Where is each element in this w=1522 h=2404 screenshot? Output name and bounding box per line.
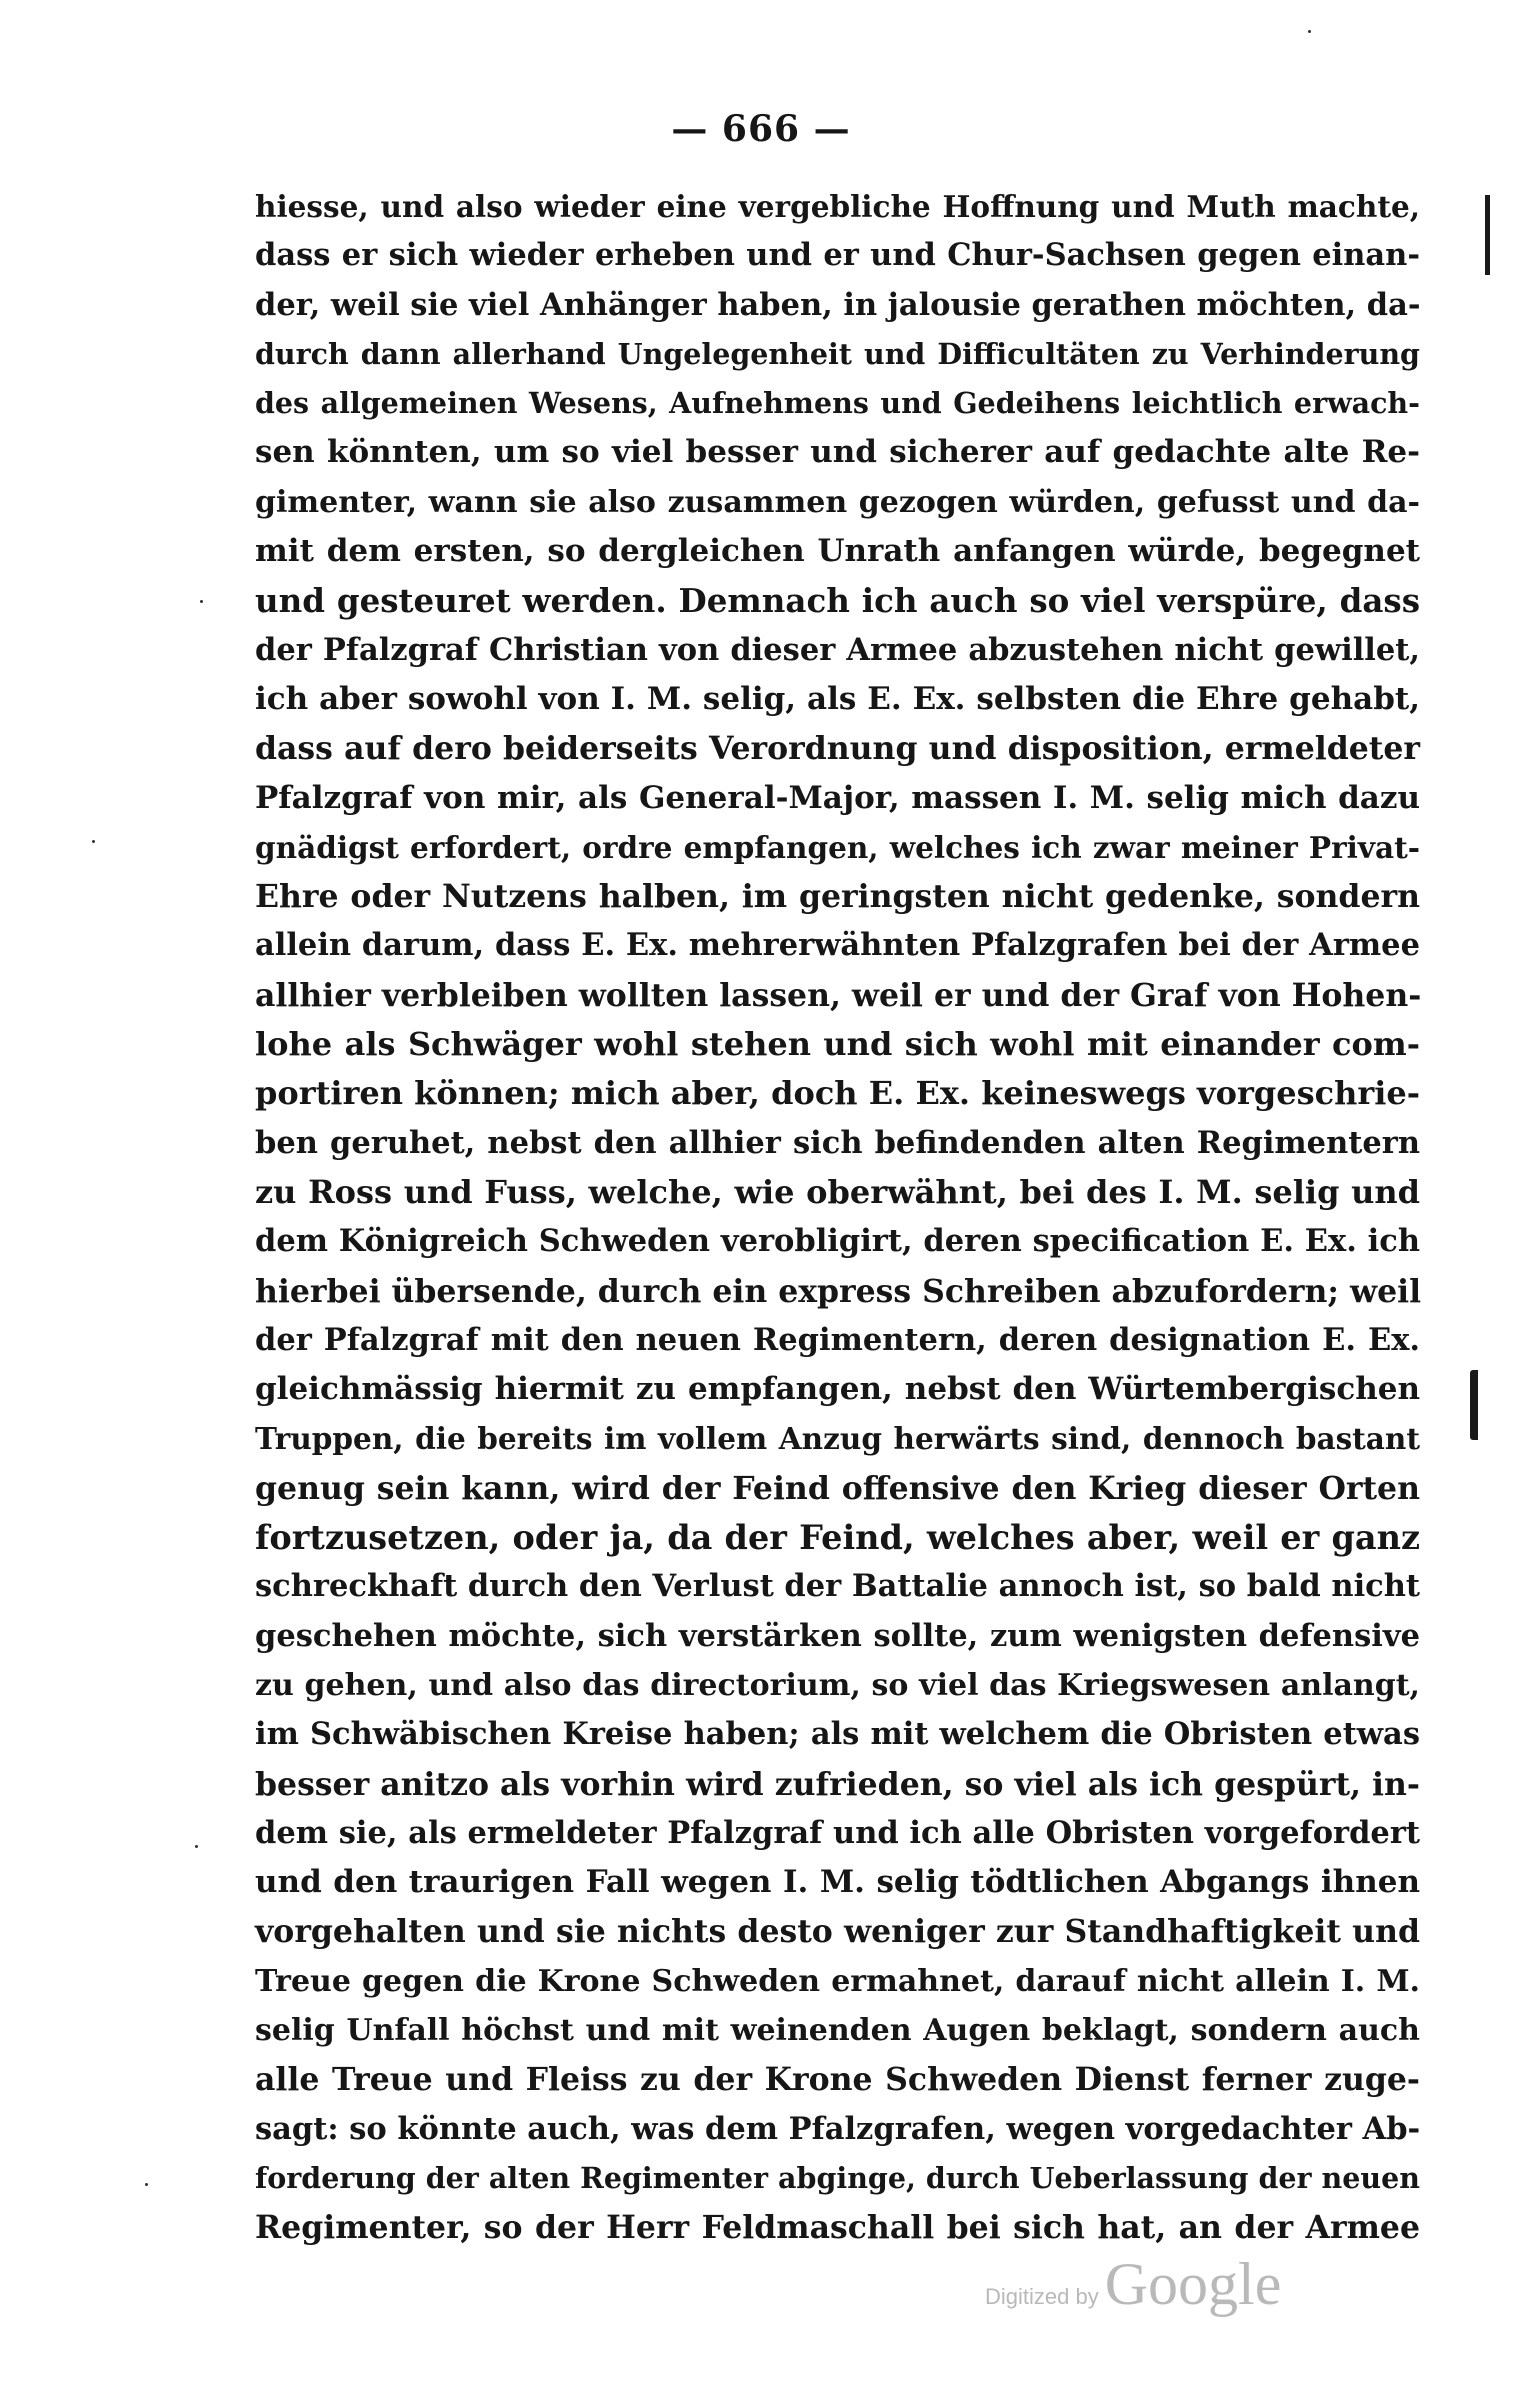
text-line: geschehen möchte, sich verstärken sollte, zum wenigsten defensive xyxy=(255,1617,1420,1654)
text-line: des allgemeinen Wesens, Aufnehmens und Gedeihens leichtlich erwach- xyxy=(255,386,1420,421)
text-line: hiesse, und also wieder eine vergebliche Hoffnung und Muth machte, xyxy=(255,189,1420,224)
text-line: vorgehalten und sie nichts desto weniger zur Standhaftigkeit und xyxy=(255,1913,1420,1951)
watermark-prefix: Digitized by xyxy=(985,2284,1099,2309)
text-line: lohe als Schwäger wohl stehen und sich wohl mit einander com- xyxy=(255,1025,1420,1064)
scan-speck xyxy=(195,1845,198,1848)
text-line: fortzusetzen, oder ja, da der Feind, welches aber, weil er ganz xyxy=(255,1518,1420,1558)
text-line: sagt: so könnte auch, was dem Pfalzgrafen, wegen vorgedachter Ab- xyxy=(255,2110,1421,2147)
text-line: gnädigst erfordert, ordre empfangen, welches ich zwar meiner Privat- xyxy=(255,829,1420,865)
text-line: der Pfalzgraf Christian von dieser Armee abzustehen nicht gewillet, xyxy=(255,631,1420,668)
text-line: im Schwäbischen Kreise haben; als mit welchem die Obristen etwas xyxy=(255,1716,1420,1753)
page-number: — 666 — xyxy=(671,108,851,150)
text-line: dass er sich wieder erheben und er und Chur-Sachsen gegen einan- xyxy=(255,237,1420,274)
margin-bracket-mark xyxy=(1470,1370,1478,1440)
text-line: der Pfalzgraf mit den neuen Regimentern, deren designation E. Ex. xyxy=(255,1321,1420,1358)
text-line: ben geruhet, nebst den allhier sich befindenden alten Regimentern xyxy=(255,1124,1420,1161)
text-line: hierbei übersende, durch ein express Schreiben abzufordern; weil xyxy=(255,1272,1422,1310)
text-line: dem sie, als ermeldeter Pfalzgraf und ich alle Obristen vorgefordert xyxy=(255,1814,1420,1851)
body-text xyxy=(255,182,1420,2252)
scan-speck xyxy=(92,840,95,843)
text-line: Truppen, die bereits im vollem Anzug herwärts sind, dennoch bastant xyxy=(255,1421,1420,1457)
text-line: Ehre oder Nutzens halben, im geringsten nicht gedenke, sondern xyxy=(255,878,1420,916)
text-line: zu gehen, und also das directorium, so viel das Kriegswesen anlangt, xyxy=(255,1667,1420,1703)
text-line: alle Treue und Fleiss zu der Krone Schweden Dienst ferner zuge- xyxy=(255,2061,1420,2099)
text-line: zu Ross und Fuss, welche, wie oberwähnt, bei des I. M. selig und xyxy=(255,1172,1420,1211)
text-line: gimenter, wann sie also zusammen gezogen würden, gefusst und da- xyxy=(255,484,1420,520)
text-line: dass auf dero beiderseits Verordnung und disposition, ermeldeter xyxy=(255,730,1420,768)
text-line: schreckhaft durch den Verlust der Battalie annoch ist, so bald nicht xyxy=(255,1568,1420,1605)
text-line: sen könnten, um so viel besser und sicherer auf gedachte alte Re- xyxy=(255,434,1420,471)
text-line: besser anitzo als vorhin wird zufrieden, so viel als ich gespürt, in- xyxy=(255,1765,1420,1803)
text-line: allhier verbleiben wollten lassen, weil er und der Graf von Hohen- xyxy=(255,976,1422,1014)
text-line: Pfalzgraf von mir, als General-Major, massen I. M. selig mich dazu xyxy=(255,779,1420,816)
text-line: portiren können; mich aber, doch E. Ex. keineswegs vorgeschrie- xyxy=(255,1074,1420,1113)
text-line: und den traurigen Fall wegen I. M. selig tödtlichen Abgangs ihnen xyxy=(255,1864,1420,1901)
scan-speck xyxy=(1308,30,1311,33)
margin-bar-mark xyxy=(1485,195,1490,275)
text-line: und gesteuret werden. Demnach ich auch so viel verspüre, dass xyxy=(255,581,1420,621)
text-line: Regimenter, so der Herr Feldmaschall bei sich hat, an der Armee xyxy=(255,2209,1420,2247)
text-line: forderung der alten Regimenter abginge, durch Ueberlassung der neuen xyxy=(255,2160,1420,2195)
scan-speck xyxy=(145,2183,148,2186)
text-line: ich aber sowohl von I. M. selig, als E. Ex. selbsten die Ehre gehabt, xyxy=(255,680,1420,717)
text-line: Treue gegen die Krone Schweden ermahnet, darauf nicht allein I. M. xyxy=(255,1963,1420,1999)
text-line: genug sein kann, wird der Feind offensive den Krieg dieser Orten xyxy=(255,1469,1420,1507)
text-line: durch dann allerhand Ungelegenheit und Difficultäten zu Verhinderung xyxy=(255,336,1420,371)
text-line: der, weil sie viel Anhänger haben, in jalousie gerathen möchten, da- xyxy=(255,286,1421,323)
scan-speck xyxy=(200,600,203,603)
google-logo: Google xyxy=(1104,2251,1282,2317)
text-line: gleichmässig hiermit zu empfangen, nebst den Würtembergischen xyxy=(255,1371,1420,1408)
text-line: allein darum, dass E. Ex. mehrerwähnten Pfalzgrafen bei der Armee xyxy=(255,927,1420,964)
text-line: selig Unfall höchst und mit weinenden Augen beklagt, sondern auch xyxy=(255,2012,1420,2048)
google-watermark xyxy=(985,2250,1325,2330)
text-line: mit dem ersten, so dergleichen Unrath anfangen würde, begegnet xyxy=(255,533,1420,570)
text-line: dem Königreich Schweden verobligirt, deren specification E. Ex. ich xyxy=(255,1223,1420,1260)
